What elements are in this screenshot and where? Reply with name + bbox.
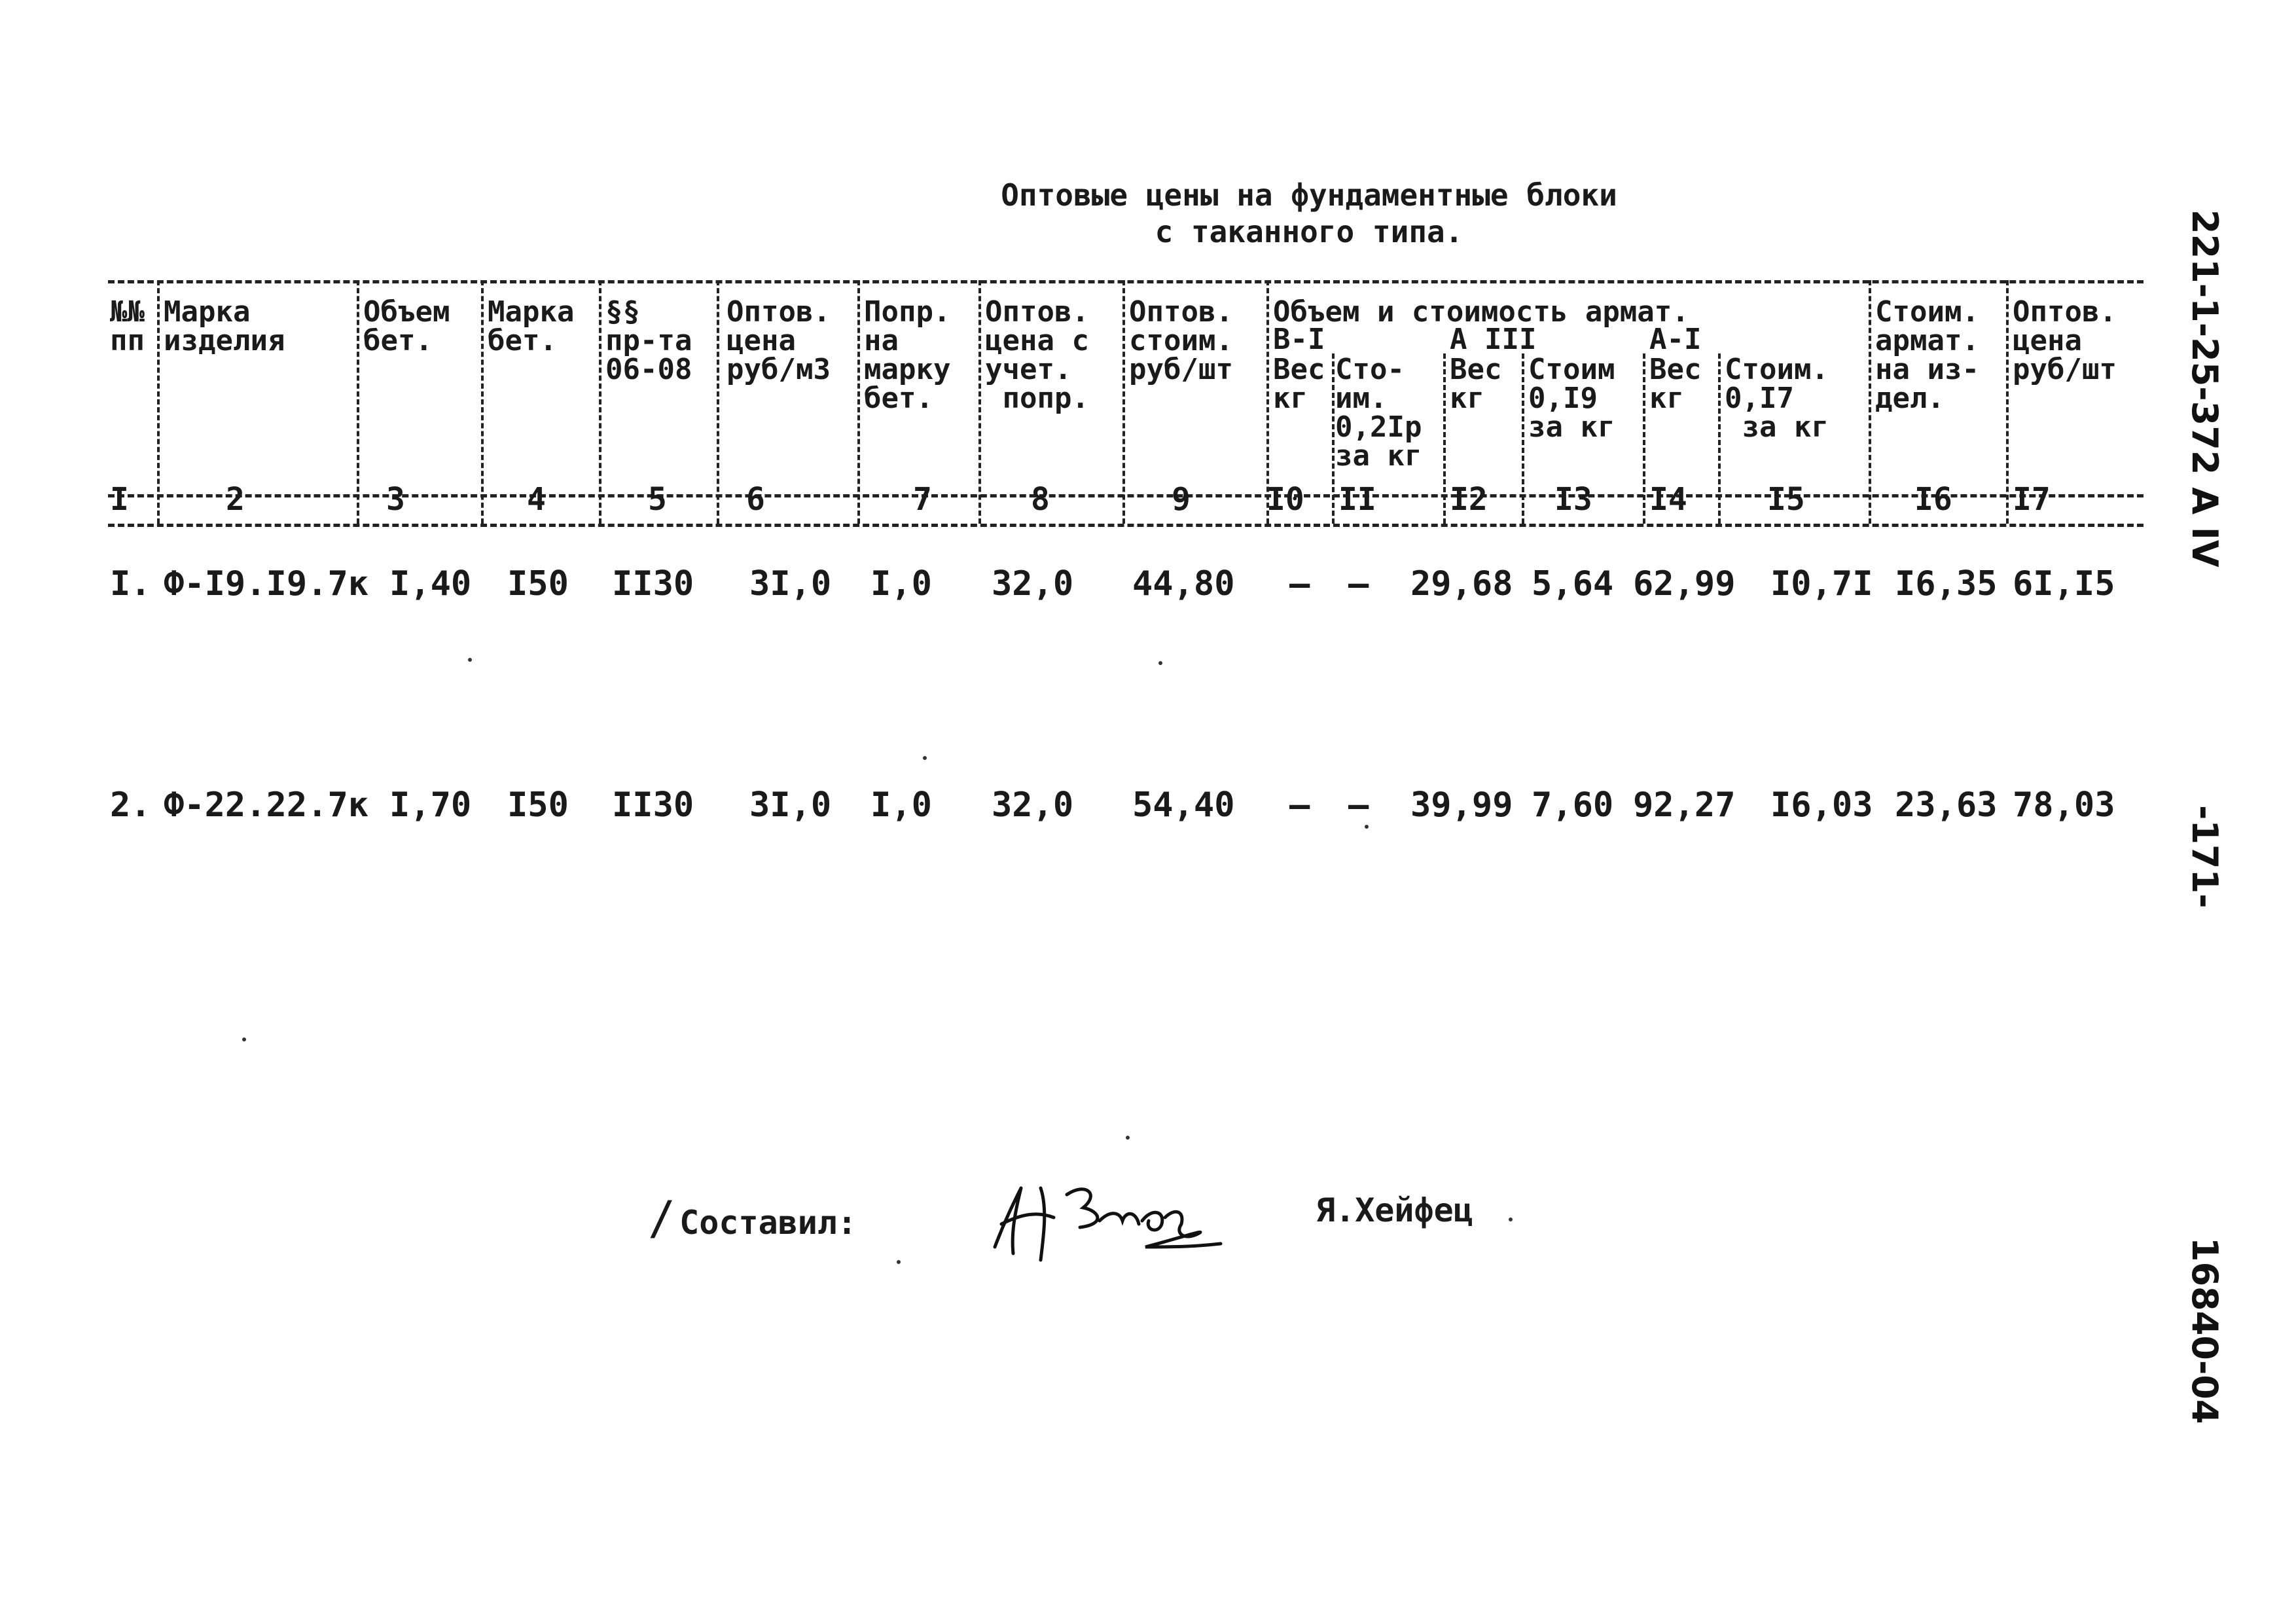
wholesale-cost: 54,40: [1132, 785, 1235, 825]
a3-cost: 5,64: [1532, 564, 1614, 604]
header-steel-a1: А-I: [1649, 323, 1702, 356]
header-concrete-grade: Марка бет.: [488, 295, 575, 357]
header-col11-cost: Сто- им. 0,2Iр за кг: [1335, 353, 1422, 473]
a1-cost: I0,7I: [1770, 564, 1873, 604]
b1-weight: –: [1289, 564, 1310, 604]
header-steel-b1: В-I: [1273, 323, 1325, 356]
document-title: [851, 177, 1767, 250]
column-number: 8: [1031, 481, 1050, 518]
col-sep: [1718, 353, 1721, 524]
inventory-number-stamp: 16840-04: [2184, 1237, 2225, 1424]
footer-slash: /: [648, 1191, 676, 1245]
header-steel-a3: А III: [1450, 323, 1537, 356]
price-per-m3: 3I,0: [749, 785, 832, 825]
header-reinforcement-cost: Стоим. армат. на из- дел.: [1875, 295, 1979, 415]
header-project-section: §§ пр-та 06-08: [605, 295, 692, 386]
column-number: I4: [1649, 481, 1687, 518]
scan-speck: [1365, 825, 1369, 829]
wholesale-cost: 44,80: [1132, 564, 1235, 604]
scan-speck: [897, 1260, 901, 1264]
column-number: 3: [386, 481, 405, 518]
price-with-correction: 32,0: [992, 785, 1074, 825]
product-mark: Ф-22.22.7к: [164, 785, 369, 825]
col-sep: [481, 280, 484, 524]
col-sep: [1122, 280, 1125, 524]
column-number: I5: [1767, 481, 1805, 518]
col-sep: [1643, 353, 1645, 524]
product-mark: Ф-I9.I9.7к: [164, 564, 369, 604]
header-price-with-correction: Оптов. цена с учет. попр.: [985, 295, 1089, 415]
col-sep: [857, 280, 860, 524]
a3-weight: 29,68: [1410, 564, 1513, 604]
scan-speck: [1509, 1218, 1513, 1221]
reinforcement-cost: 23,63: [1895, 785, 1998, 825]
column-number: I2: [1450, 481, 1488, 518]
col-sep: [157, 280, 160, 524]
a3-weight: 39,99: [1410, 785, 1513, 825]
title-line-2: с таканного типа.: [1155, 214, 1463, 249]
footer-label-text: Составил:: [679, 1204, 857, 1242]
header-col15-cost: Стоим. 0,I7 за кг: [1725, 353, 1829, 444]
wholesale-price: 78,03: [2013, 785, 2115, 825]
col-sep: [717, 280, 719, 524]
header-wholesale-price-unit: Оптов. цена руб/шт: [2013, 295, 2117, 386]
column-number: 4: [527, 481, 546, 518]
column-number: 9: [1172, 481, 1191, 518]
column-number: I0: [1266, 481, 1304, 518]
header-col12-weight: Вес кг: [1450, 353, 1502, 415]
header-wholesale-price-m3: Оптов. цена руб/м3: [726, 295, 831, 386]
row-number: 2.: [110, 785, 151, 825]
title-line-1: Оптовые цены на фундаментные блоки: [1001, 177, 1617, 213]
concrete-grade: I50: [507, 564, 569, 604]
header-col14-weight: Вес кг: [1649, 353, 1702, 415]
header-row-number: №№ пп: [110, 295, 145, 357]
handwritten-signature: [975, 1149, 1237, 1280]
col-sep: [1869, 280, 1871, 524]
page-number-stamp: -171-: [2184, 805, 2225, 909]
header-product-mark: Марка изделия: [164, 295, 285, 357]
compiler-name: Я.Хейфец: [1316, 1191, 1473, 1229]
column-number: 7: [913, 481, 932, 518]
scan-speck: [468, 658, 472, 662]
column-number: 6: [746, 481, 765, 518]
col-sep: [357, 280, 359, 524]
column-number: 2: [226, 481, 245, 518]
col-sep: [978, 280, 981, 524]
price-per-m3: 3I,0: [749, 564, 832, 604]
b1-cost: –: [1348, 564, 1369, 604]
document-code-stamp: 221-1-25-372 A IV: [2184, 209, 2225, 568]
scan-speck: [1158, 661, 1162, 665]
header-reinforcement-group: Объем и стоимость армат.: [1273, 295, 1689, 329]
column-number: I3: [1554, 481, 1592, 518]
concrete-grade: I50: [507, 785, 569, 825]
header-top-rule: [108, 280, 2144, 283]
wholesale-price: 6I,I5: [2013, 564, 2115, 604]
concrete-volume: I,40: [389, 564, 472, 604]
row-number: I.: [110, 564, 151, 604]
a3-cost: 7,60: [1532, 785, 1614, 825]
scan-speck: [923, 756, 927, 760]
b1-cost: –: [1348, 785, 1369, 825]
header-col10-weight: Вес кг: [1273, 353, 1325, 415]
column-number-rule: [108, 524, 2144, 527]
scan-speck: [242, 1038, 246, 1041]
column-number: II: [1338, 481, 1376, 518]
concrete-volume: I,70: [389, 785, 472, 825]
col-sep: [1332, 353, 1335, 524]
a1-weight: 92,27: [1633, 785, 1736, 825]
compiled-by-label: [648, 1191, 857, 1245]
header-wholesale-cost-unit: Оптов. стоим. руб/шт: [1129, 295, 1233, 386]
a1-weight: 62,99: [1633, 564, 1736, 604]
col-sep: [599, 280, 601, 524]
header-concrete-volume: Объем бет.: [363, 295, 450, 357]
column-number: 5: [648, 481, 667, 518]
column-number: I6: [1914, 481, 1952, 518]
project-section: II30: [612, 564, 694, 604]
a1-cost: I6,03: [1770, 785, 1873, 825]
column-number: I: [110, 481, 129, 518]
column-number: I7: [2013, 481, 2051, 518]
col-sep: [1522, 353, 1524, 524]
header-bottom-rule: [108, 494, 2144, 497]
grade-correction: I,0: [870, 564, 932, 604]
grade-correction: I,0: [870, 785, 932, 825]
header-grade-correction: Попр. на марку бет.: [864, 295, 951, 415]
header-col13-cost: Стоим 0,I9 за кг: [1528, 353, 1615, 444]
b1-weight: –: [1289, 785, 1310, 825]
col-sep: [1443, 353, 1446, 524]
scan-speck: [1126, 1136, 1130, 1140]
reinforcement-cost: I6,35: [1895, 564, 1998, 604]
price-with-correction: 32,0: [992, 564, 1074, 604]
col-sep: [2006, 280, 2009, 524]
project-section: II30: [612, 785, 694, 825]
